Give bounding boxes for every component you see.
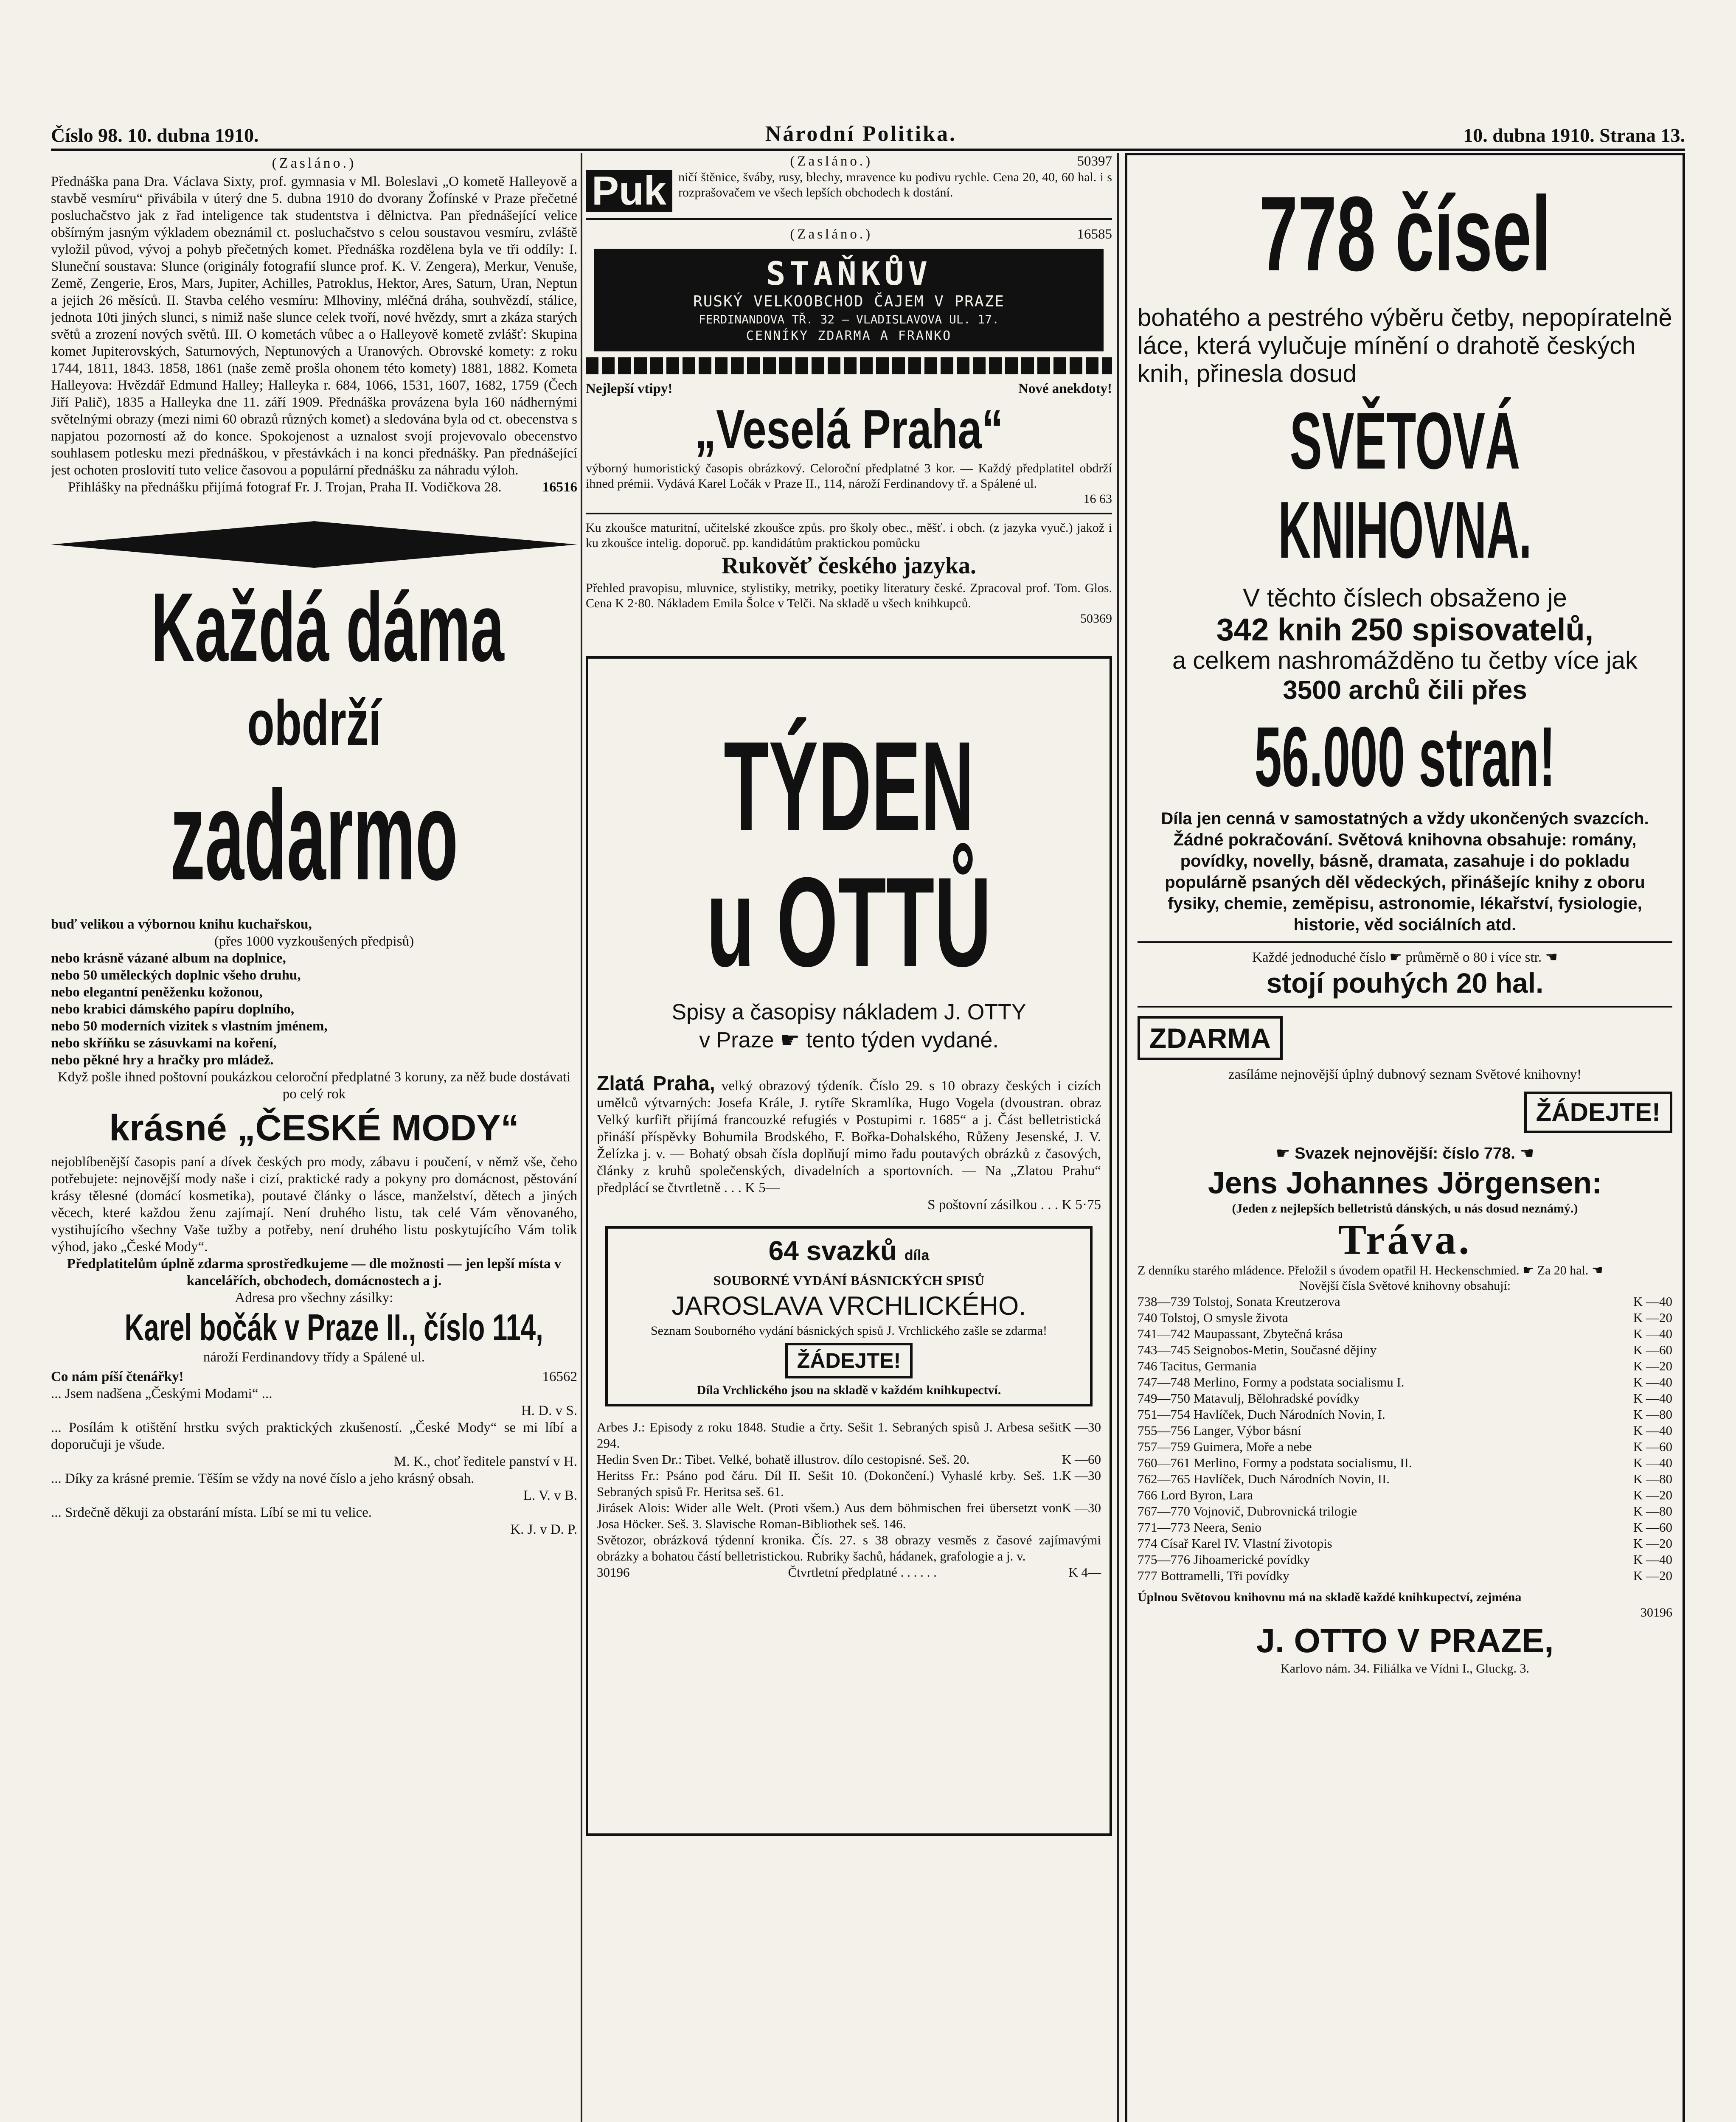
ad-headline-3: zadarmo — [170, 764, 458, 907]
stankuv-ad — [594, 249, 1104, 351]
zlata-praha-block — [597, 1072, 1101, 1213]
vr-sub: SOUBORNÉ VYDÁNÍ BÁSNICKÝCH SPISŮ — [713, 1273, 985, 1288]
sk-item-price: K —20 — [1633, 1310, 1672, 1325]
gift-item: buď velikou a výbornou knihu kuchařskou, — [51, 917, 312, 932]
sk-footer-text: Úplnou Světovou knihovnu má na skladě každé knihkupectví, zejména — [1138, 1590, 1522, 1604]
rukovet-intro: Ku zkoušce maturitní, učitelské zkoušce způs. pro školy obec., měšť. i obch. (z jazyka vyuč.) jakož i ku zkoušce intelig. doporuč. pp. kandidátům praktickou pomůcku — [586, 521, 1112, 550]
zaslano-label: (Zasláno.) — [272, 155, 357, 171]
rukovet-text: Přehled pravopisu, mluvnice, stylistiky, metriky, poetiky literatury české. Zpracoval prof. Tom. Glos. Cena K 2·80. Nákladem Emila Šolce v Telči. Na skladě u všech knihkupců. — [586, 581, 1112, 610]
stankuv-name: STAŇKŮV — [766, 255, 932, 292]
sk-item-price: K —60 — [1633, 1520, 1672, 1535]
sk-item-price: K —40 — [1633, 1552, 1672, 1567]
ad-ceske-mody: krásné „ČESKÉ MODY“ — [109, 1108, 519, 1148]
u-ottu-headline: u OTTŮ — [706, 850, 992, 993]
ad-text-offer: Když pošle ihned poštovní poukázkou celoroční předplatné 3 koruny, za něž bude dostávati po celý rok — [57, 1069, 571, 1102]
testimonial-text: ... Díky za krásné premie. Těším se vždy na nové číslo a jeho krásný obsah. — [51, 1471, 475, 1486]
vp-right: Nové anekdoty! — [1018, 381, 1112, 396]
book-item — [597, 1419, 1101, 1451]
sk-description: Díla jen cenná v samostatných a vždy ukončených svazcích. Žádné pokračování. Světová knihovna obsahuje: romány, povídky, novelly, básně, dramata, zasahuje i do pokladu populárně psaných děl vědeckých, přinášejíc knihy z oboru fysiky, chemie, zeměpisu, astronomie, lékařství, fysiologie, historie, věd sociálních atd. — [1161, 809, 1649, 934]
sk-list-item — [1138, 1310, 1672, 1326]
vrchlicky-box — [605, 1226, 1093, 1406]
vesela-praha-text: výborný humoristický časopis obrázkový. Celoroční předplatné 3 kor. — Každý předplatitel obdrží ihned prémii. Vydává Karel Ločák v Praze II., 114, nároží Ferdinandovy tř. a Spálené ul. — [586, 461, 1112, 491]
book-price: K 4— — [1068, 1565, 1101, 1580]
sk-item-price: K —20 — [1633, 1359, 1672, 1373]
sk-item-title: 777 Bottramelli, Tři povídky — [1138, 1568, 1289, 1583]
gift-item: nebo krásně vázané album na doplnice, — [51, 951, 286, 966]
sk-item-title: 757—759 Guimera, Moře a nebe — [1138, 1439, 1312, 1454]
readers-number: 16562 — [542, 1369, 577, 1384]
readers-title: Co nám píší čtenářky! — [51, 1369, 184, 1384]
sk-intro: bohatého a pestrého výběru četby, nepopíratelně láce, která vylučuje mínění o drahotě českých knih, přinesla dosud — [1138, 304, 1672, 387]
sk-item-title: 746 Tacitus, Germania — [1138, 1359, 1257, 1373]
gift-item: nebo 50 moderních vizitek s vlastním jménem, — [51, 1019, 328, 1034]
zadejte-label: ŽÁDEJTE! — [1524, 1092, 1672, 1133]
vesela-praha-tagline — [586, 380, 1112, 397]
vr-name: JAROSLAVA VRCHLICKÉHO. — [671, 1291, 1026, 1321]
page-header — [51, 108, 1685, 146]
svazek-line: ☛ Svazek nejnovější: číslo 778. ☚ — [1275, 1145, 1534, 1162]
header-masthead: Národní Politika. — [765, 122, 957, 146]
zaslano-label: (Zasláno.) — [790, 154, 873, 169]
book-item — [597, 1500, 1101, 1532]
book-title: Heritss Fr.: Psáno pod čáru. Díl II. Sešit 10. (Dokončení.) Vyhaslé krby. Seš. 1. Sebraných spisů Fr. Heritsa seš. 61. — [597, 1468, 1062, 1499]
sk-price-1: Každé jednoduché číslo ☛ průměrně o 80 i více str. ☚ — [1252, 950, 1558, 965]
svetova-heading: SVĚTOVÁ — [1289, 396, 1520, 486]
sk-item-title: 774 Císař Karel IV. Vlastní životopis — [1138, 1536, 1332, 1551]
obsah-1: V těchto číslech obsaženo je — [1243, 584, 1567, 612]
gift-item: nebo krabici dámského papíru doplního, — [51, 1002, 295, 1017]
sk-list-item — [1138, 1471, 1672, 1487]
obsah-2: 342 knih 250 spisovatelů, — [1216, 612, 1594, 647]
testimonial-sign: K. J. v D. P. — [510, 1522, 577, 1537]
ad-headline-2: obdrží — [247, 687, 381, 758]
sk-item-title: 760—761 Merlino, Formy a podstata socialismu, II. — [1138, 1455, 1412, 1470]
sk-item-title: 743—745 Seignobos-Metin, Současné dějiny — [1138, 1342, 1377, 1357]
obsah-4: 3500 archů čili přes — [1283, 676, 1527, 705]
sk-item-price: K —40 — [1633, 1294, 1672, 1309]
zaslano-number: 50397 — [1077, 154, 1112, 169]
book-title: Hedin Sven Dr.: Tibet. Velké, bohatě illustrov. dílo cestopisné. Seš. 20. — [597, 1452, 970, 1467]
sk-item-price: K —40 — [1633, 1326, 1672, 1341]
stran-heading: 56.000 stran! — [1254, 710, 1556, 804]
sk-item-price: K —20 — [1633, 1488, 1672, 1502]
gift-item: nebo pěkné hry a hračky pro mládež. — [51, 1053, 274, 1068]
sk-item-title: 762—765 Havlíček, Duch Národních Novin, II. — [1138, 1471, 1390, 1486]
stankuv-line: RUSKÝ VELKOOBCHOD ČAJEM V PRAZE — [693, 293, 1005, 310]
sk-list-item — [1138, 1390, 1672, 1406]
gift-item: (přes 1000 vyzkoušených předpisů) — [214, 934, 414, 949]
testimonial-sign: L. V. v B. — [523, 1488, 577, 1503]
vesela-praha-title: „Veselá Praha“ — [694, 398, 1003, 460]
sk-list-item — [1138, 1423, 1672, 1439]
vr-zadejte: ŽÁDEJTE! — [785, 1343, 913, 1378]
divider — [586, 218, 1112, 220]
header-page: 10. dubna 1910. Strana 13. — [1463, 124, 1685, 146]
sk-item-title: 767—770 Vojnovič, Dubrovnická trilogie — [1138, 1504, 1357, 1519]
header-rule — [51, 149, 1685, 151]
sk-item-price: K —40 — [1633, 1455, 1672, 1470]
otto-weekly-box — [586, 656, 1112, 1836]
sk-item-price: K —60 — [1633, 1342, 1672, 1357]
book-title: Arbes J.: Episody z roku 1848. Studie a črty. Sešit 1. Sebraných spisů J. Arbesa sešit 294. — [597, 1420, 1062, 1451]
book-item — [597, 1451, 1101, 1468]
vp-left: Nejlepší vtipy! — [586, 381, 673, 396]
sk-item-price: K —40 — [1633, 1375, 1672, 1389]
puk-ad — [586, 170, 1112, 212]
sk-item-price: K —80 — [1633, 1504, 1672, 1519]
trava-note: Z denníku starého mládence. Přeložil s úvodem opatřil H. Heckenschmied. ☛ Za 20 hal. ☚ — [1138, 1263, 1603, 1277]
sk-item-title: 775—776 Jihoamerické povídky — [1138, 1552, 1310, 1567]
book-item — [597, 1532, 1101, 1564]
testimonial-text: ... Posílám k otištění hrstku svých praktických zkušeností. „České Mody“ se mi líbí a doporučuji je všude. — [51, 1420, 577, 1452]
tyden-headline: TÝDEN — [724, 715, 974, 857]
books-number: 30196 — [597, 1565, 630, 1580]
sk-list-item — [1138, 1342, 1672, 1358]
sk-item-title: 738—739 Tolstoj, Sonata Kreutzerova — [1138, 1294, 1340, 1309]
otto-book-list — [597, 1419, 1101, 1580]
ad-gift-list — [51, 916, 577, 1069]
book-title: Čtvrtletní předplatné . . . . . . — [788, 1565, 937, 1580]
trava-title: Tráva. — [1338, 1216, 1472, 1263]
author-note: (Jeden z nejlepších belletristů dánských, u nás dosud neznámý.) — [1232, 1201, 1578, 1215]
rukovet-number: 50369 — [1080, 612, 1112, 626]
sk-list-title: Novější čísla Světové knihovny obsahují: — [1299, 1279, 1511, 1293]
rukovet-title: Rukověť českého jazyka. — [721, 553, 977, 579]
stankuv-cennik: CENNÍKY ZDARMA A FRANKO — [746, 328, 952, 343]
sk-item-price: K —20 — [1633, 1536, 1672, 1551]
sk-item-title: 741—742 Maupassant, Zbytečná krása — [1138, 1326, 1343, 1341]
vr-count-word: díla — [904, 1247, 930, 1263]
zaslano-stankuv-header — [586, 226, 1112, 243]
divider — [1138, 1006, 1672, 1008]
book-item — [597, 1564, 1101, 1580]
sk-item-price: K —80 — [1633, 1471, 1672, 1486]
ad-address-2: nároží Ferdinandovy třídy a Spálené ul. — [203, 1350, 425, 1365]
book-item — [597, 1468, 1101, 1500]
sk-item-price: K —80 — [1633, 1407, 1672, 1422]
zlata-praha-title: Zlatá Praha, — [597, 1072, 715, 1095]
sk-list-item — [1138, 1487, 1672, 1503]
heading-778: 778 čísel — [1258, 174, 1551, 293]
sk-item-title: 771—773 Neera, Senio — [1138, 1520, 1261, 1535]
sk-list-item — [1138, 1294, 1672, 1310]
sk-item-title: 751—754 Havlíček, Duch Národních Novin, I. — [1138, 1407, 1385, 1422]
zaslano-label: (Zasláno.) — [790, 227, 873, 242]
zaslano-puk-header — [586, 153, 1112, 170]
sk-list-item — [1138, 1406, 1672, 1423]
sk-item-title: 747—748 Merlino, Formy a podstata socialismu I. — [1138, 1375, 1405, 1389]
sk-price-2: stojí pouhých 20 hal. — [1266, 967, 1544, 999]
sk-item-title: 755—756 Langer, Výbor básní — [1138, 1423, 1301, 1438]
puk-logo: Puk — [586, 170, 672, 212]
testimonial — [51, 1504, 577, 1538]
zdarma-label: ZDARMA — [1138, 1016, 1283, 1060]
testimonial — [51, 1419, 577, 1470]
gift-item: nebo 50 uměleckých doplnic všeho druhu, — [51, 968, 301, 983]
sk-list-item — [1138, 1503, 1672, 1519]
testimonial-text: ... Jsem nadšena „Českými Modami“ ... — [51, 1386, 272, 1401]
sk-list-item — [1138, 1519, 1672, 1535]
header-issue: Číslo 98. 10. dubna 1910. — [51, 124, 259, 146]
book-title: Jirásek Alois: Wider alle Welt. (Proti všem.) Aus dem böhmischen frei übersetzt von Josa Höcker. Seš. 3. Slavische Roman-Bibliothek seš. 146. — [597, 1500, 1062, 1531]
column-left — [51, 153, 577, 2122]
sk-list-item — [1138, 1374, 1672, 1390]
column-divider — [581, 153, 582, 2122]
ad-text-mody: nejoblíbenější časopis paní a dívek českých pro mody, zábavu i poučení, v němž vše, čeho potřebujete: nejnovější mody naše i cizí, praktické rady a pokyny pro domácnost, pěstování krásy tělesné (domácí kosmetika), poutavé články o lásce, manželství, dětech a jiných věcech, které každou ženu zajímají. Není druhého listu, tak celé Vám věnovaného, vystihujícího všechny Vaše tužby a potřeby, není druhého listu poskytujícího Vám tolik výhod, jako „České Mody“. — [51, 1154, 577, 1255]
vr-count — [614, 1235, 1084, 1272]
knihovna-heading: KNIHOVNA. — [1278, 485, 1532, 575]
sk-list-item — [1138, 1568, 1672, 1584]
book-price: K —30 — [1062, 1420, 1101, 1434]
testimonial-sign: M. K., choť ředitele panství v H. — [393, 1454, 577, 1469]
testimonial-sign: H. D. v S. — [521, 1403, 577, 1418]
sk-item-title: 766 Lord Byron, Lara — [1138, 1488, 1253, 1502]
sk-item-price: K —60 — [1633, 1439, 1672, 1454]
book-title: Světozor, obrázková týdenní kronika. Čís. 27. s 38 obrazy vesměs z časové zajímavými obrázky a bohatou částí belletristickou. Rubriky šachů, hádanek, grafologie a j. v. — [597, 1533, 1101, 1563]
zaslano-number: 16585 — [1077, 227, 1112, 242]
ad-address-label: Adresa pro všechny zásilky: — [235, 1290, 393, 1305]
sk-list-item — [1138, 1326, 1672, 1342]
zdarma-text: zasíláme nejnovější úplný dubnový seznam Světové knihovny! — [1228, 1067, 1582, 1082]
tyden-sub-2: v Praze ☛ tento týden vydané. — [699, 1028, 999, 1053]
sk-item-title: 740 Tolstoj, O smysle života — [1138, 1310, 1288, 1325]
ad-address: Karel bočák v Praze II., číslo 114, — [124, 1306, 543, 1348]
stankuv-address: FERDINANDOVA TŘ. 32 — VLADISLAVOVA UL. 17. — [698, 312, 999, 326]
svetova-knihovna-box — [1125, 153, 1685, 2122]
book-price: K —60 — [1062, 1452, 1101, 1467]
tyden-sub-1: Spisy a časopisy nákladem J. OTTY — [671, 1000, 1026, 1025]
readers-header — [51, 1368, 577, 1385]
sk-list-item — [1138, 1439, 1672, 1455]
sk-book-list — [1138, 1294, 1672, 1584]
column-right — [1125, 153, 1685, 2122]
divider — [1138, 941, 1672, 943]
testimonial — [51, 1470, 577, 1504]
sk-footer-number: 30196 — [1640, 1606, 1672, 1620]
ad-text-employment: Předplatitelům úplně zdarma sprostředkujeme — dle možnosti — jen lepší místa v kancelářích, obchodech, domácnostech a j. — [67, 1256, 562, 1288]
sk-item-price: K —40 — [1633, 1391, 1672, 1406]
puk-text: ničí štěnice, šváby, rusy, blechy, mravence ku podivu rychle. Cena 20, 40, 60 hal. i s rozprašovačem ve všech lepších obchodech k dostání. — [678, 170, 1112, 199]
author-name: Jens Johannes Jörgensen: — [1208, 1166, 1602, 1200]
zdarma-block — [1138, 1016, 1672, 1060]
book-price: K —30 — [1062, 1500, 1101, 1515]
testimonial — [51, 1385, 577, 1419]
lecture-apply — [51, 479, 577, 496]
vesela-praha-number: 16 63 — [1083, 492, 1112, 506]
ornament-divider — [586, 357, 1112, 374]
divider — [586, 513, 1112, 514]
gift-item: nebo elegantní peněženku kožonou, — [51, 985, 263, 1000]
vr-text: Seznam Souborného vydání básnických spisů J. Vrchlického zašle se zdarma! — [650, 1324, 1048, 1338]
otto-name: J. OTTO V PRAZE, — [1256, 1622, 1554, 1659]
book-price: K —30 — [1062, 1468, 1101, 1483]
apply-text: Přihlášky na přednášku přijímá fotograf Fr. J. Trojan, Praha II. Vodičkova 28. — [68, 480, 502, 495]
otto-address: Karlovo nám. 34. Filiálka ve Vídni I., Gluckg. 3. — [1280, 1662, 1530, 1676]
sk-item-price: K —20 — [1633, 1568, 1672, 1583]
ad-headline-1: Každá dáma — [151, 573, 504, 682]
lecture-article: Přednáška pana Dra. Václava Sixty, prof. gymnasia v Ml. Boleslavi „O kometě Halleyově a stavbě vesmíru“ přivábila v úterý dne 5. dubna 1910 do dvorany Žofínské v Praze přečetné posluchačstvo jak z řad inteligence tak studentstva i dělnictva. Pan přednášející velice obšírným jasným výkladem obeznámil ct. posluchačstvo s celou soustavou vesmíru, zvláště vyložil původ, vývoj a pohyb přečetných komet. Přednáška rozdělena byla ve tři oddíly: I. Sluneční soustava: Slunce (originály fotografií slunce prof. K. V. Zengera), Merkur, Venuše, Země, Zengerie, Eros, Mars, Jupiter, Achilles, Patroklus, Hektor, Ares, Saturn, Uran, Neptun a jejich 26 měsíců. II. Stavba celého vesmíru: Mlhoviny, mléčná dráha, souhvězdí, stálice, jednota 10ti jiných slunci, s nimiž naše slunce celek tvoří, nové hvězdy, smrt a zkáza starých světů a zrození nových světů. III. O kometách vůbec a o Halleyově kometě zvlášť: Skupina komet Jupiterovských, Saturnových, Neptunových a Uranových. Obrovské komety: z roku 1744, 1811, 1843. 1858, 1861 (naše země prošla ohonem této komety) 1881, 1882. Kometa Halleyova: Hvězdář Edmund Halley; Halleyka r. 684, 1066, 1531, 1607, 1682, 1759 (Čech Jiří Palič), 1835 a Halleyka dne 11. září 1909. Přednáška provázena byla 160 nádhernými světelnými obrazy (mezi nimi 60 obrazů různých komet) a sledována byla od ct. obecenstva s napjatou pozorností až do konce. Spokojenost a uznalost svojí projevovalo obecenstvo souhlasem potlesku mezi přednáškou, v přestávkách i na konci přednášky. Pan přednášející jest ochoten proslovití tuto velice časovou a populární přednášku za náhradu výloh. — [51, 174, 577, 478]
column-divider — [1117, 153, 1119, 2122]
vr-count-main: 64 svazků — [768, 1235, 897, 1266]
zlata-praha-text: velký obrazový týdeník. Číslo 29. s 10 obrazy českých i cizích umělců výtvarných: Josefa Krále, J. rytíře Skramlíka, Hugo Vogela (dvoustran. obraz Velký kurfiřt přijímá francouzké refugiés v Postupimi r. 1685“ a j. Část belletristická přináší příspěvky Bohumila Brodského, F. Bořka-Dohalského, Růženy Jesenské, J. V. Želízka j. v. — Bohatý obsah čísla doplňují mimo řadu poutavých obrázků z časových, články z kruhů společenských, divadelních a sportovních. — Na „Zlatou Prahu“ předplácí se čtvrtletně . . . K 5— — [597, 1078, 1101, 1196]
sk-list-item — [1138, 1358, 1672, 1374]
zlata-praha-post: S poštovní zásilkou . . . K 5·75 — [927, 1197, 1101, 1213]
apply-number: 16516 — [542, 480, 577, 495]
vr-note: Díla Vrchlického jsou na skladě v každém knihkupectví. — [697, 1383, 1001, 1397]
sk-item-price: K —40 — [1633, 1423, 1672, 1438]
sk-item-title: 749—750 Matavulj, Bělohradské povídky — [1138, 1391, 1360, 1406]
gift-item: nebo skříňku se zásuvkami na koření, — [51, 1036, 277, 1051]
ornament-divider — [51, 521, 577, 568]
column-middle — [586, 153, 1112, 2122]
sk-list-item — [1138, 1535, 1672, 1552]
testimonial-text: ... Srdečně děkuji za obstarání místa. Líbí se mi tu velice. — [51, 1505, 372, 1520]
sk-list-item — [1138, 1552, 1672, 1568]
zadejte-block — [1138, 1092, 1672, 1133]
obsah-3: a celkem nashromážděno tu četby více jak — [1172, 647, 1638, 674]
sk-list-item — [1138, 1455, 1672, 1471]
